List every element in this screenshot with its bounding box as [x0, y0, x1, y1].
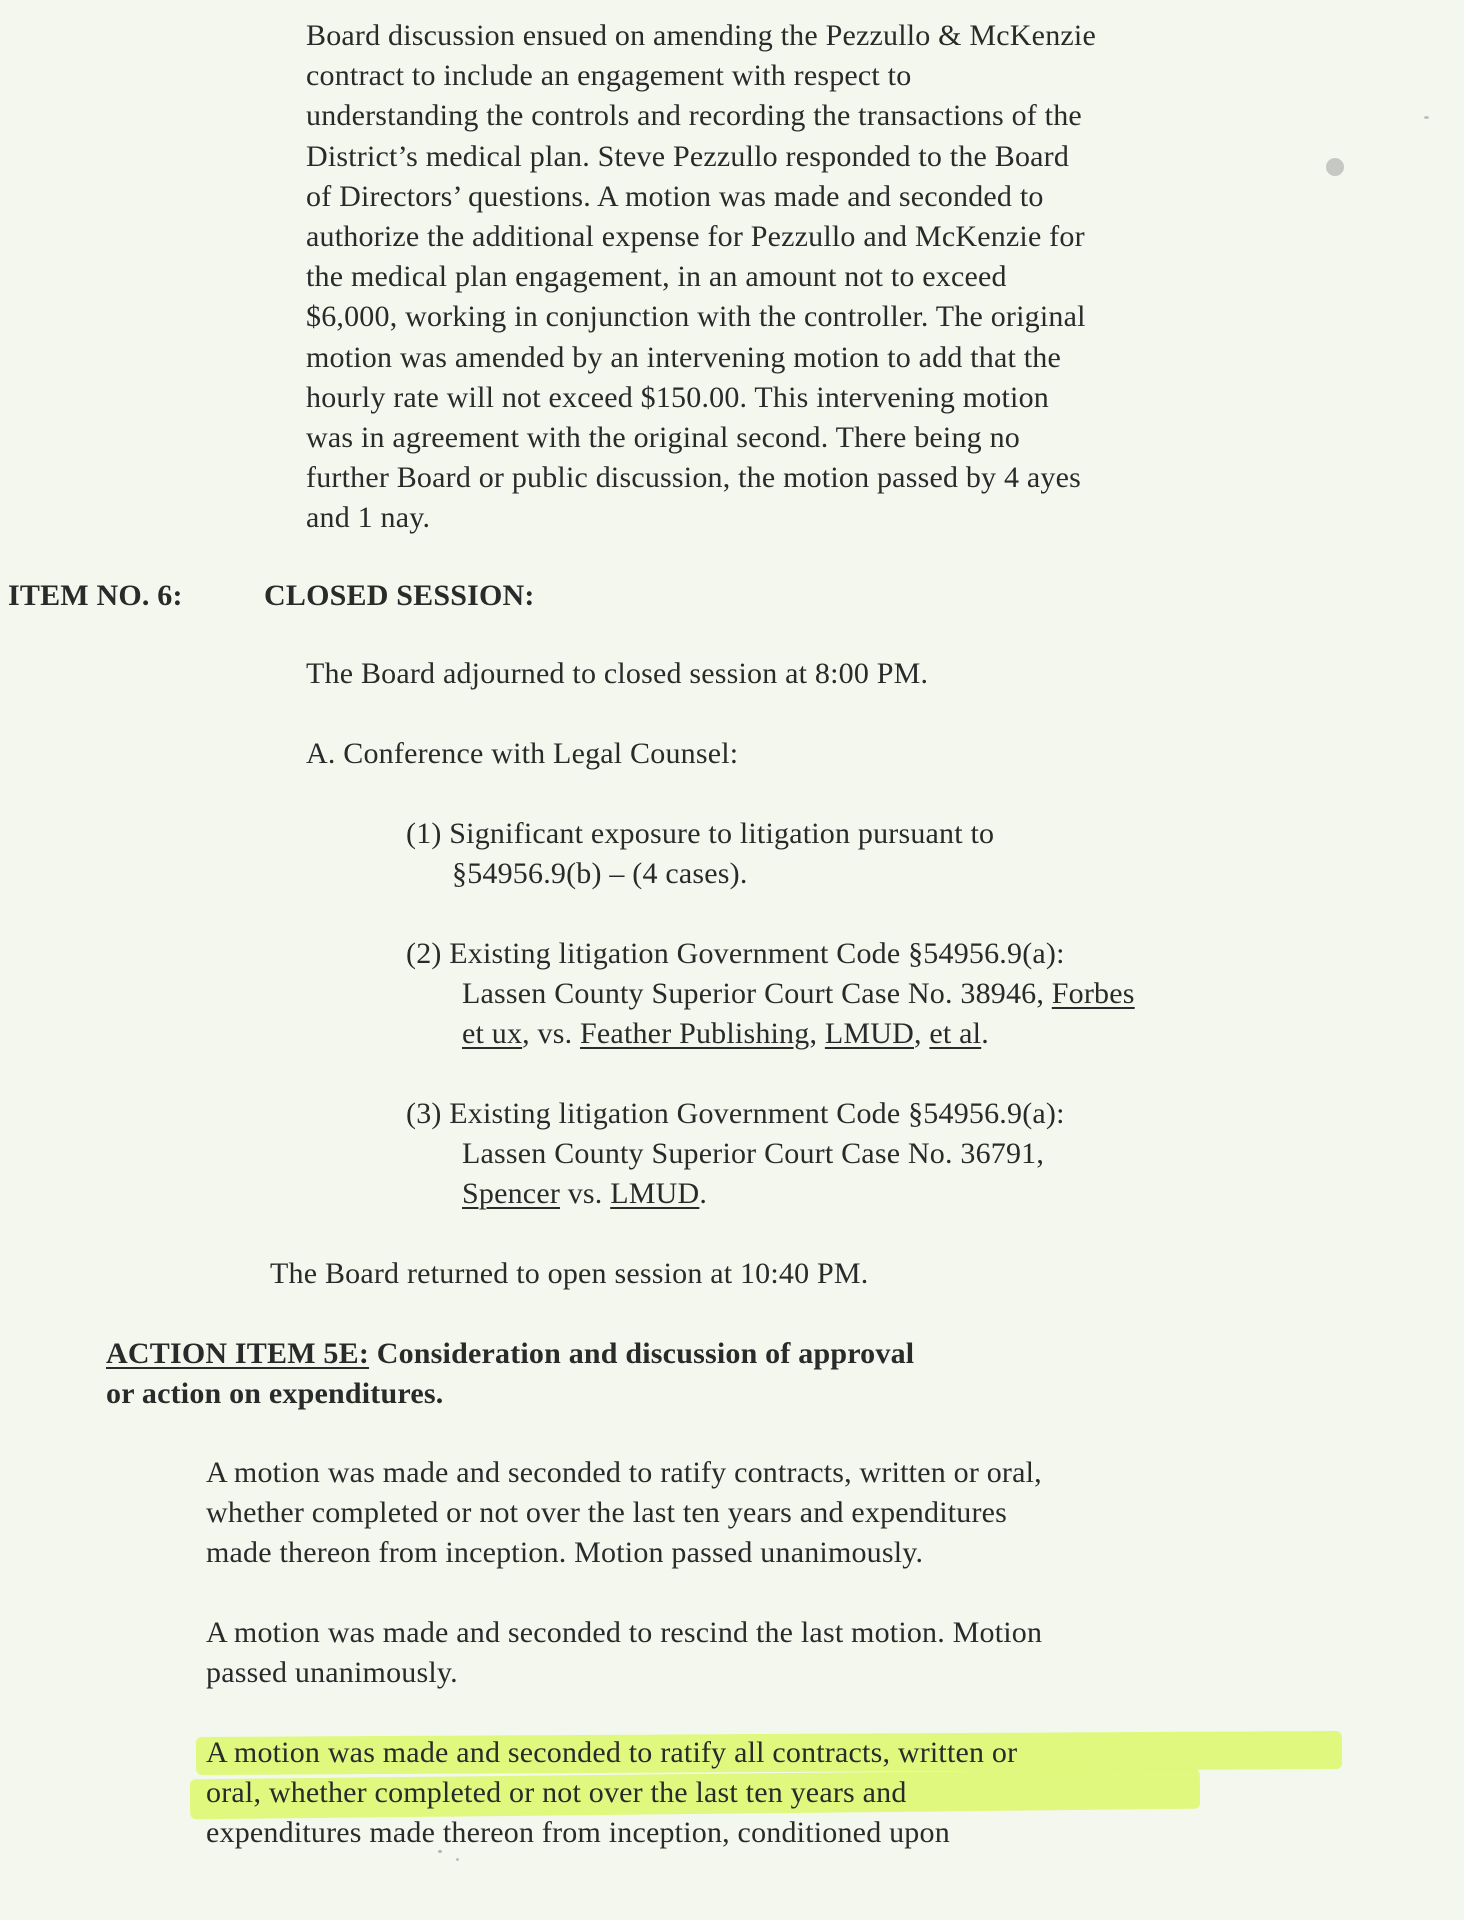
text-line: A motion was made and seconded to ratify all contracts, written or	[206, 1736, 1018, 1769]
paragraph-ratify-all-contracts	[206, 1733, 1017, 1854]
party-feather-publishing: Feather Publishing	[580, 1017, 810, 1050]
scan-speck	[1424, 116, 1429, 119]
item-label: ITEM NO. 6:	[8, 579, 183, 612]
text-line: oral, whether completed or not over the last ten years and	[206, 1776, 907, 1810]
text-line: made thereon from inception. Motion passed unanimously.	[206, 1536, 924, 1570]
text-line: contract to include an engagement with respect to	[306, 59, 912, 93]
action-item-label: ACTION ITEM 5E:	[106, 1337, 370, 1370]
text-line: was in agreement with the original second. There being no	[306, 421, 1020, 455]
text-line: further Board or public discussion, the motion passed by 4 ayes	[306, 461, 1081, 495]
case-2-line-2: Lassen County Superior Court Case No. 38946, Forbes	[462, 977, 1135, 1010]
case-2-line-1: (2) Existing litigation Government Code §54956.9(a):	[406, 937, 1065, 970]
paragraph-medical-plan	[306, 16, 1096, 539]
text-line: the medical plan engagement, in an amount not to exceed	[306, 260, 1007, 294]
text-line: and 1 nay.	[306, 501, 431, 535]
paragraph-ratify-contracts	[206, 1453, 1042, 1574]
conference-heading: A. Conference with Legal Counsel:	[306, 737, 739, 770]
text-line: motion was amended by an intervening motion to add that the	[306, 340, 1061, 374]
case-1-line-1: (1) Significant exposure to litigation pursuant to	[406, 817, 995, 850]
text-line: $6,000, working in conjunction with the controller. The original	[306, 300, 1086, 334]
case-1-line-2: §54956.9(b) – (4 cases).	[452, 857, 748, 890]
action-item-heading-line-2: or action on expenditures.	[106, 1377, 444, 1410]
text-line: expenditures made thereon from inception, conditioned upon	[206, 1816, 950, 1850]
text-line: understanding the controls and recording the transactions of the	[306, 99, 1082, 133]
scan-speck	[456, 1858, 459, 1861]
adjourned-text: The Board adjourned to closed session at 8:00 PM.	[306, 657, 929, 690]
case-3-line-2: Lassen County Superior Court Case No. 36791,	[462, 1137, 1045, 1170]
party-forbes: Forbes	[1051, 977, 1135, 1010]
text-line: authorize the additional expense for Pezzullo and McKenzie for	[306, 220, 1085, 254]
scan-speck	[438, 1850, 442, 1853]
text-line: A motion was made and seconded to rescind the last motion. Motion	[206, 1616, 1043, 1649]
party-lmud: LMUD	[610, 1177, 700, 1210]
text-line: Board discussion ensued on amending the Pezzullo & McKenzie	[306, 19, 1096, 52]
case-2-line-3: et ux, vs. Feather Publishing, LMUD, et al.	[462, 1017, 989, 1050]
text-line: of Directors’ questions. A motion was made and seconded to	[306, 179, 1044, 213]
action-item-heading: ACTION ITEM 5E: Consideration and discussion of approval	[106, 1337, 915, 1370]
text-line: A motion was made and seconded to ratify contracts, written or oral,	[206, 1456, 1042, 1489]
item-title: CLOSED SESSION:	[264, 579, 535, 612]
party-spencer: Spencer	[462, 1177, 561, 1210]
text-line: District’s medical plan. Steve Pezzullo responded to the Board	[306, 139, 1070, 173]
text-line: passed unanimously.	[206, 1656, 458, 1690]
returned-text: The Board returned to open session at 10:40 PM.	[270, 1257, 869, 1290]
scan-speck	[1326, 158, 1344, 176]
case-3-line-1: (3) Existing litigation Government Code §54956.9(a):	[406, 1097, 1065, 1130]
case-3-line-3: Spencer vs. LMUD.	[462, 1177, 708, 1210]
text-line: hourly rate will not exceed $150.00. This intervening motion	[306, 380, 1049, 414]
paragraph-rescind	[206, 1613, 1042, 1693]
party-lmud: LMUD	[824, 1017, 914, 1050]
text-line: whether completed or not over the last ten years and expenditures	[206, 1496, 1008, 1530]
